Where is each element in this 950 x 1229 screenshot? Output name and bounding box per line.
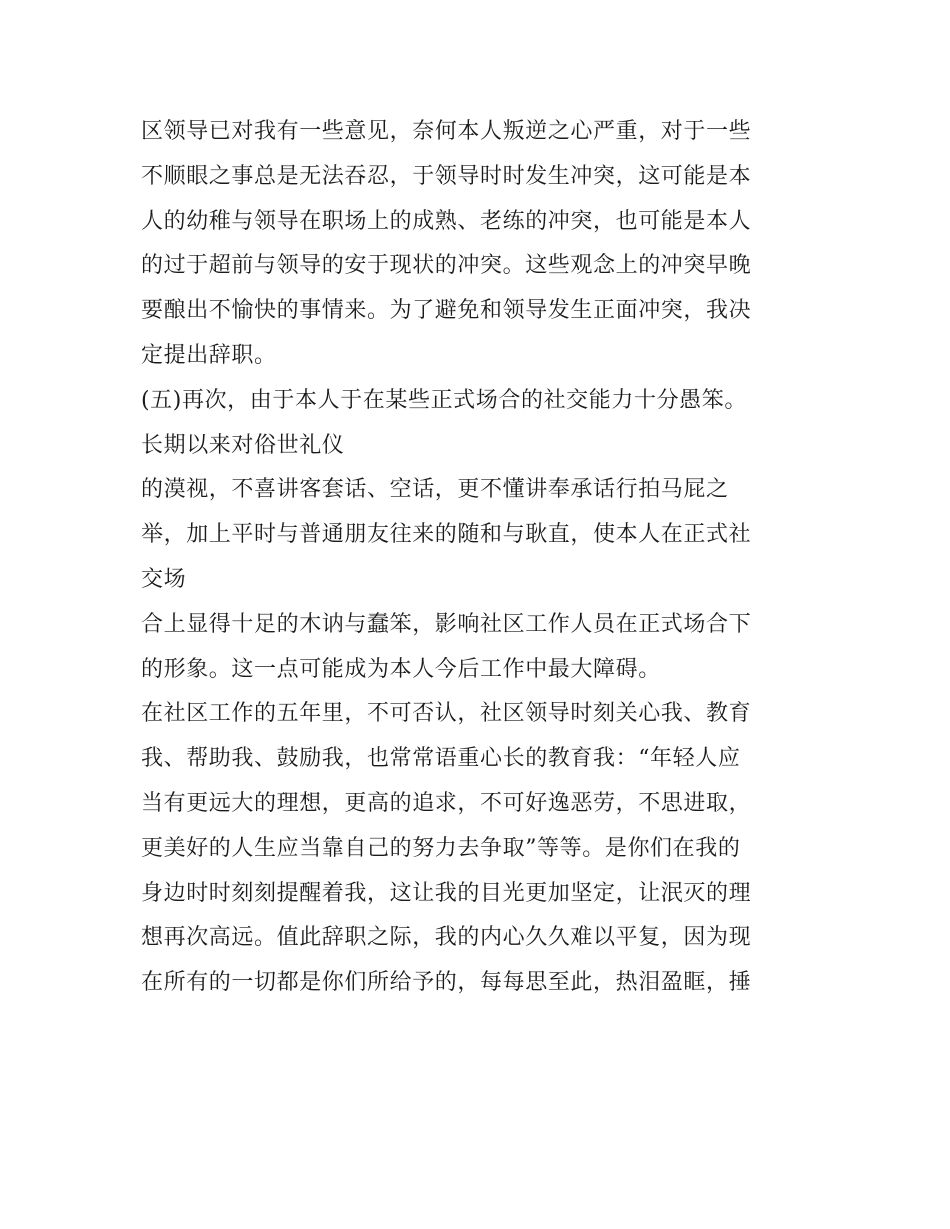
- text-line: 想再次高远。值此辞职之际，我的内心久久难以平复，因为现: [141, 925, 752, 951]
- text-line: 的漠视，不喜讲客套话、空话，更不懂讲奉承话行拍马屁之: [141, 477, 729, 503]
- document-body: [141, 110, 831, 1006]
- text-line: 我、帮助我、鼓励我，也常常语重心长的教育我：“年轻人应: [141, 746, 741, 772]
- text-line: 不顺眼之事总是无法吞忍，于领导时时发生冲突，这可能是本: [141, 163, 752, 189]
- text-line: 定提出辞职。: [141, 342, 277, 368]
- text-line: 的形象。这一点可能成为本人今后工作中最大障碍。: [141, 656, 661, 682]
- text-line: 在社区工作的五年里，不可否认，社区领导时刻关心我、教育: [141, 701, 752, 727]
- text-line: 长期以来对俗世礼仪: [141, 432, 345, 458]
- text-line: 要酿出不愉快的事情来。为了避免和领导发生正面冲突，我决: [141, 298, 752, 324]
- text-line: 人的幼稚与领导在职场上的成熟、老练的冲突，也可能是本人: [141, 208, 752, 234]
- text-line: 更美好的人生应当靠自己的努力去争取”等等。是你们在我的: [141, 835, 741, 861]
- text-line: 的过于超前与领导的安于现状的冲突。这些观念上的冲突早晚: [141, 253, 752, 279]
- text-line: 在所有的一切都是你们所给予的，每每思至此，热泪盈眶，捶: [141, 970, 752, 996]
- text-line: (五)再次，由于本人于在某些正式场合的社交能力十分愚笨。: [141, 387, 747, 413]
- text-line: 合上显得十足的木讷与蠢笨，影响社区工作人员在正式场合下: [141, 611, 752, 637]
- text-line: 举，加上平时与普通朋友往来的随和与耿直，使本人在正式社: [141, 522, 752, 548]
- text-line: 身边时时刻刻提醒着我，这让我的目光更加坚定，让泯灭的理: [141, 880, 752, 906]
- text-line: 当有更远大的理想，更高的追求，不可好逸恶劳，不思进取，: [141, 790, 752, 816]
- text-line: 交场: [141, 566, 187, 592]
- text-line: 区领导已对我有一些意见，奈何本人叛逆之心严重，对于一些: [141, 119, 752, 144]
